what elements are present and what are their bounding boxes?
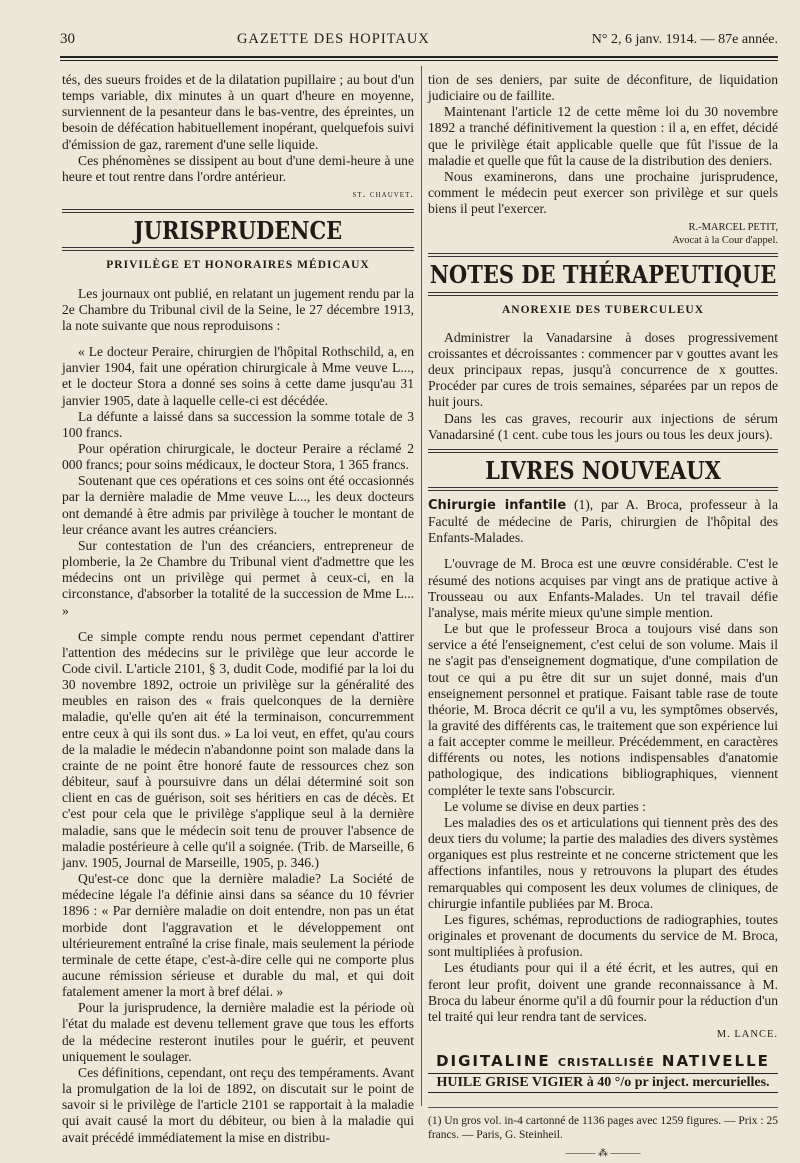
paragraph: Le volume se divise en deux parties : — [444, 798, 646, 814]
spacer — [428, 546, 778, 556]
paragraph: Nous examinerons, dans une prochaine jurisprudence, comment le médecin peut exercer son privilège et sur quels biens il peut l'exercer. — [428, 168, 778, 217]
advertisement-digitaline — [428, 1053, 778, 1071]
article-subheading: ANOREXIE DES TUBERCULEUX — [501, 303, 705, 316]
paragraph: Soutenant que ces opérations et ces soins ont été occasionnés par la dernière maladie de Mme veuve L..., les deux docteurs ont demandé à être admis par privilège à toucher le montant de leur créance avant les autres créanciers. — [62, 473, 414, 537]
page-number: 30 — [60, 31, 75, 47]
author-signature — [428, 221, 778, 247]
book-intro: (1), par A. Broca, professeur à la Faculté de médecine de Paris, chirurgien de l'hôpital des Enfants-Malades. — [428, 496, 778, 546]
advertisement-huile-grise: HUILE GRISE VIGIER à 40 °/o pr inject. mercurielles. — [428, 1073, 778, 1093]
ornament-divider: ——— ⁂ ——— — [565, 1148, 641, 1160]
paragraph: Pour opération chirurgicale, le docteur Peraire a réclamé 2 000 francs; pour soins médicaux, le docteur Stora, 1 365 francs. — [62, 440, 414, 473]
book-title: Chirurgie infantile — [428, 497, 567, 513]
paragraph: Les figures, schémas, reproductions de radiographies, toutes originales et provenant de documents du service de M. Broca, sont multipliées à profusion. — [428, 911, 778, 960]
author-signature: M. LANCE. — [716, 1028, 778, 1040]
paragraph: Le but que le professeur Broca a toujours visé dans son service a été l'enseignement, c'est celui de son volume. Mais il ne s'agit pas d'enseignement dogmatique, d'une compilation de tout ce qui a pu être dit sur un sujet donné, mais d'un enseignement personnel et pratique. Faisant table rase de toute théorie, M. Broca décrit ce qu'il a vu, les symptômes observés, la gravité des différents cas, le traitement que son expérience lui a fait accepter comme le meilleur. Précédemment, en caractères différents ou notes, les notions indispensables d'anatomie pathologique, des indications bibliographiques, viennent compléter le texte sans l'obscurcir. — [428, 621, 778, 798]
paragraph: Ce simple compte rendu nous permet cependant d'attirer l'attention des médecins sur le privilège que leur accorde le Code civil. L'article 2101, § 3, dudit Code, modifié par la loi du 30 novembre 1892, octroie un privilège sur la généralité des meubles en raison des « frais quelconques de la dernière maladie, qu'elle qu'en ait été la terminaison, concurremment entre ceux à qui ils sont dus. » La loi veut, en effet, qu'au cours de la maladie le médecin n'abandonne point son malade dans la crainte de ne point être honoré faute de ressources chez son débiteur, sauf à poursuivre dans un délai déterminé soit son client en cas de guérison, soit ses héritiers en cas de décès. Et c'est pour cela que le privilège s'applique seul à la dernière maladie, sans que le médecin soit tenu de prouver l'absence de maladie postérieure à celle qu'il a soignée. (Trib. de Marseille, 6 janv. 1905, Journal de Marseille, 1905, p. 346.) — [62, 628, 414, 870]
paragraph: Les journaux ont publié, en relatant un jugement rendu par la 2e Chambre du Tribunal civil de la Seine, le 27 décembre 1913, la note suivante que nous reproduisons : — [62, 285, 414, 333]
section-title-livres: LIVRES NOUVEAUX — [485, 455, 721, 485]
paragraph: « Le docteur Peraire, chirurgien de l'hôpital Rothschild, a, en janvier 1904, fait une opération chirurgicale à Mme veuve L..., et le docteur Stora a donné ses soins à cette dame jusqu'au 31 janvier 1905, date à laquelle celle-ci est décédée. — [62, 344, 414, 408]
footnote: (1) Un gros vol. in-4 cartonné de 1136 pages avec 1259 figures. — Prix : 25 francs. — Paris, G. Steinheil. — [428, 1107, 778, 1142]
paragraph: tés, des sueurs froides et de la dilatation pupillaire ; au bout d'un temps variable, dix minutes à un quart d'heure en moyenne, surviennent de la pesanteur dans le bas-ventre, des épreintes, un besoin de défécation habituellement inopérant, quelquefois suivi d'émission de gaz, rarement d'une selle liquide. — [62, 72, 414, 152]
paragraph: Qu'est-ce donc que la dernière maladie? La Société de médecine légale l'a définie ainsi dans sa séance du 10 février 1896 : « Par dernière maladie on doit entendre, non pas un état morbide dont l'aggravation et le développement ont ultérieurement entraîné la crise finale, mais seulement la période terminale de cette étape, c'est-à-dire celle qui ne comporte plus aucune rémission sérieuse et durable du mal, et qui doit fatalement amener la mort à bref délai. » — [62, 871, 414, 1000]
section-title-jurisprudence: JURISPRUDENCE — [133, 216, 343, 246]
section-title-therapeutique: NOTES DE THÉRAPEUTIQUE — [429, 260, 777, 290]
spacer — [62, 619, 414, 629]
section-rule — [428, 253, 778, 257]
header-rule — [60, 56, 778, 61]
ad-word: DIGITALINE — [436, 1052, 551, 1071]
section-rule — [428, 487, 778, 491]
author-role: Avocat à la Cour d'appel. — [672, 235, 778, 247]
book-entry — [428, 497, 778, 546]
paragraph: Ces définitions, cependant, ont reçu des tempéraments. Avant la promulgation de la loi de 1892, on discutait sur le point de savoir si le privilège de l'article 2101 se rapportait à la maladie qui avait causé la mort du débiteur, ou bien à la maladie qui avait précédé immédiatement la mise en distribu- — [62, 1064, 414, 1145]
ad-word: NATIVELLE — [661, 1052, 770, 1071]
section-rule — [62, 247, 414, 251]
publication-title: GAZETTE DES HOPITAUX — [236, 31, 430, 47]
page-header — [60, 31, 778, 51]
paragraph: Administrer la Vanadarsine à doses progressivement croissantes et décroissantes : commencer par v gouttes avant les deux principaux repas, jusqu'à concurrence de x gouttes. Procéder par cures de trois semaines, séparées par un repos de huit jours. — [428, 329, 778, 410]
author-name: R.-MARCEL PETIT, — [688, 222, 778, 234]
paragraph: La défunte a laissé dans sa succession la somme totale de 3 100 francs. — [62, 408, 414, 440]
section-rule — [428, 449, 778, 453]
spacer — [62, 334, 414, 344]
paragraph: Dans les cas graves, recourir aux injections de sérum Vanadarsiné (1 cent. cube tous les jours ou tous les deux jours). — [428, 410, 778, 442]
issue-info: N° 2, 6 janv. 1914. — 87e année. — [591, 32, 778, 47]
left-column — [62, 72, 414, 1146]
ad-word: CRISTALLISÉE — [557, 1056, 655, 1070]
paragraph: Maintenant l'article 12 de cette même loi du 30 novembre 1892 a tranché définitivement la question : il a, en effet, décidé que le privilège était applicable quelle que fût l'issue de la maladie et quelle que fût la cause de la distribution des deniers. — [428, 104, 778, 168]
right-column — [428, 72, 778, 1163]
article-subheading: PRIVILÈGE ET HONORAIRES MÉDICAUX — [106, 259, 370, 272]
section-rule — [62, 209, 414, 213]
paragraph: tion de ses deniers, par suite de déconfiture, de liquidation judiciaire ou de faillite. — [428, 72, 778, 104]
section-rule — [428, 292, 778, 296]
author-signature: st. chauvet. — [352, 189, 414, 201]
column-divider — [421, 66, 422, 1106]
paragraph: Pour la jurisprudence, la dernière maladie est la période où l'état du malade est devenu tellement grave que tous les efforts de la médecine resteront inutiles pour le guérir, et peuvent uniquement le soulager. — [62, 1000, 414, 1064]
paragraph: Ces phénomènes se dissipent au bout d'une demi-heure à une heure et tout rentre dans l'ordre antérieur. — [62, 152, 414, 184]
paragraph: Sur contestation de l'un des créanciers, entrepreneur de plomberie, la 2e Chambre du Tribunal vient d'admettre que les médecins ont un privilège qui permet à ceux-ci, en la circonstance, d'absorber la totalité de la succession de Mme L... » — [62, 537, 414, 618]
paragraph: Les étudiants pour qui il a été écrit, et les autres, qui en feront leur profit, doivent une grande reconnaissance à M. Broca du labeur énorme qu'il a dû fournir pour la réduction d'un tel traité qui leur rendra tant de services. — [428, 960, 778, 1024]
paragraph: L'ouvrage de M. Broca est une œuvre considérable. C'est le résumé des notions acquises par vingt ans de pratique active à Trousseau ou aux Enfants-Malades. Un tel travail défie l'analyse, mais mérite mieux qu'une simple mention. — [428, 556, 778, 620]
paragraph: Les maladies des os et articulations qui tiennent près des des deux tiers du volume; la partie des maladies des divers systèmes organiques est plus restreinte et ne concerne strictement que les affections infantiles, nous y retrouvons la plupart des études remarquables qui composent les deux volumes de cliniques, de chirurgie infantile publiées par M. Broca. — [428, 814, 778, 911]
